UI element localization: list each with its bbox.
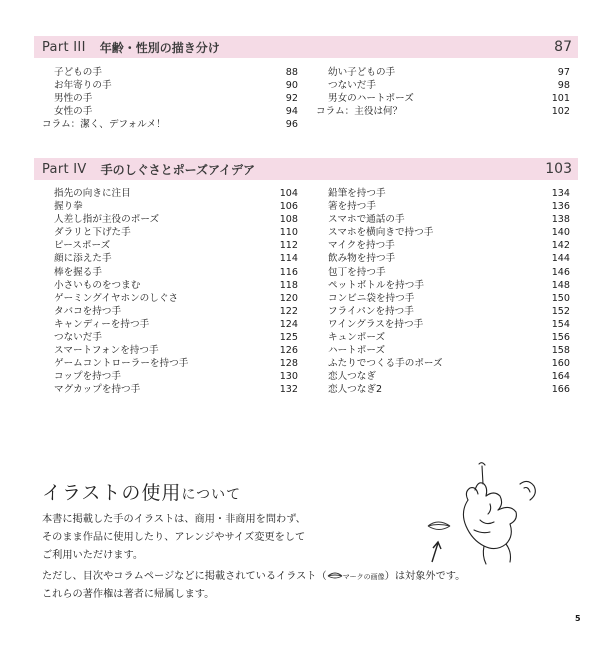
toc-entry bbox=[316, 79, 570, 92]
toc-entry-page: 94 bbox=[285, 106, 298, 118]
toc-entry-page: 114 bbox=[279, 253, 298, 265]
toc-entry-page: 126 bbox=[279, 345, 298, 357]
toc-entry-page: 125 bbox=[279, 332, 298, 344]
toc-entry bbox=[328, 266, 570, 279]
toc-entry-page: 118 bbox=[279, 279, 298, 291]
toc-entry-title: つないだ手 bbox=[328, 80, 376, 92]
toc-entry-page: 90 bbox=[285, 80, 298, 92]
toc-entry bbox=[328, 200, 570, 213]
toc-entry-title: ふたりでつくる手のポーズ bbox=[328, 358, 443, 370]
part-title: 年齢・性別の描き分け bbox=[99, 40, 220, 55]
note-line-2: そのまま作品に使用したり、アレンジやサイズ変更をして bbox=[42, 532, 306, 543]
note-line-5: これらの著作権は著者に帰属します。 bbox=[42, 589, 215, 600]
toc-entry-title: コップを持つ手 bbox=[54, 371, 121, 383]
part-page-number: 87 bbox=[554, 39, 572, 55]
toc-entry-title: ハートポーズ bbox=[328, 345, 386, 357]
toc-entry bbox=[54, 370, 298, 383]
page-number: 5 bbox=[575, 614, 581, 623]
toc-entry bbox=[316, 105, 570, 118]
toc-entry-page: 130 bbox=[279, 371, 298, 383]
toc-entry bbox=[328, 318, 570, 331]
toc-entry-page: 112 bbox=[279, 240, 298, 252]
toc-entry bbox=[54, 305, 298, 318]
toc-entry-page: 164 bbox=[551, 371, 570, 383]
toc-entry-title: 握り拳 bbox=[54, 201, 83, 213]
toc-entry bbox=[54, 318, 298, 331]
toc-entry-page: 136 bbox=[551, 201, 570, 213]
part-title: 手のしぐさとポーズアイデア bbox=[100, 162, 255, 177]
toc-entry bbox=[54, 344, 298, 357]
toc-entry-title: 顔に添えた手 bbox=[54, 253, 112, 265]
mark-icon bbox=[327, 571, 343, 582]
toc-entry-page: 104 bbox=[279, 188, 298, 199]
toc-entry-title: キュンポーズ bbox=[328, 332, 386, 344]
toc-entry-title: 恋人つなぎ2 bbox=[328, 384, 383, 396]
toc-entry-page: 120 bbox=[279, 292, 298, 304]
toc-entry bbox=[42, 66, 298, 79]
toc-entry-page: 96 bbox=[285, 119, 298, 131]
toc-entry bbox=[328, 187, 570, 200]
toc-entry-page: 146 bbox=[551, 266, 570, 278]
toc-entry-page: 132 bbox=[279, 384, 298, 396]
toc-entry-page: 106 bbox=[279, 201, 298, 213]
toc-entry-page: 154 bbox=[551, 318, 570, 330]
toc-entry-title: ペットボトルを持つ手 bbox=[328, 279, 424, 291]
toc-entry bbox=[54, 383, 298, 396]
toc-entry bbox=[328, 226, 570, 239]
toc-entry-title: 小さいものをつまむ bbox=[54, 279, 141, 291]
toc-entry-page: 122 bbox=[279, 305, 298, 317]
toc-entry bbox=[54, 292, 298, 305]
toc-entry bbox=[54, 200, 298, 213]
toc-entry-page: 134 bbox=[551, 188, 570, 199]
toc-entry-title: 棒を握る手 bbox=[54, 266, 102, 278]
note-line-4-after: ）は対象外です。 bbox=[384, 571, 466, 582]
toc-entry-title: マグカップを持つ手 bbox=[54, 384, 141, 396]
toc-entry bbox=[54, 226, 298, 239]
toc-entry bbox=[42, 92, 298, 105]
toc-entry-title: 女性の手 bbox=[54, 106, 93, 118]
toc-entry bbox=[328, 357, 570, 370]
hand-illustration bbox=[420, 460, 570, 570]
toc-entry-title: コラム：主役は何？ bbox=[316, 106, 403, 118]
note-line-1: 本書に掲載した手のイラストは、商用・非商用を問わず、 bbox=[42, 514, 306, 525]
toc-entry-title: 子どもの手 bbox=[54, 67, 102, 78]
toc-entry-title: 男性の手 bbox=[54, 93, 93, 105]
part-page-number: 103 bbox=[545, 161, 572, 177]
toc-entry-page: 140 bbox=[551, 227, 570, 239]
toc-entry-title: お年寄りの手 bbox=[54, 80, 112, 92]
toc-entry bbox=[328, 383, 570, 396]
toc-entry-page: 108 bbox=[279, 214, 298, 226]
toc-entry-page: 92 bbox=[285, 93, 298, 105]
toc-entry bbox=[42, 79, 298, 92]
toc-entry-title: 鉛筆を持つ手 bbox=[328, 188, 386, 199]
toc-entry bbox=[54, 357, 298, 370]
toc-entry bbox=[316, 66, 570, 79]
note-heading-main: イラストの使用 bbox=[42, 482, 182, 504]
toc-entry bbox=[328, 331, 570, 344]
toc-entry-page: 158 bbox=[551, 345, 570, 357]
toc-entry-page: 166 bbox=[551, 384, 570, 396]
toc-entry-page: 148 bbox=[551, 279, 570, 291]
note-heading-tail: について bbox=[181, 487, 242, 503]
hand-drawing bbox=[463, 463, 535, 564]
note-line-4-small: マークの画像 bbox=[342, 573, 385, 581]
toc-entry-title: タバコを持つ手 bbox=[54, 305, 122, 317]
toc-entry bbox=[54, 279, 298, 292]
part-label: Part III bbox=[42, 39, 86, 55]
toc-entry bbox=[328, 292, 570, 305]
toc-entry-title: スマートフォンを持つ手 bbox=[54, 345, 159, 357]
toc-entry-title: 飲み物を持つ手 bbox=[328, 253, 396, 265]
note-line-4 bbox=[42, 570, 465, 584]
toc-entry bbox=[328, 213, 570, 226]
toc-entry-title: 幼い子どもの手 bbox=[328, 67, 396, 78]
toc-entry-title: スマホを横向きで持つ手 bbox=[328, 227, 434, 239]
toc-entry bbox=[42, 105, 298, 118]
toc-entry-page: 88 bbox=[285, 67, 298, 78]
toc-entry bbox=[316, 92, 570, 105]
toc-entry-page: 97 bbox=[557, 67, 570, 78]
toc-entry-title: マイクを持つ手 bbox=[328, 240, 395, 252]
toc-entry bbox=[328, 252, 570, 265]
toc-column-left bbox=[42, 66, 298, 131]
toc-column-right bbox=[316, 66, 570, 118]
toc-entry-title: スマホで通話の手 bbox=[328, 214, 405, 226]
toc-entry-page: 152 bbox=[551, 305, 570, 317]
toc-entry-title: ピースポーズ bbox=[54, 240, 111, 252]
toc-entry bbox=[54, 252, 298, 265]
toc-entry bbox=[54, 266, 298, 279]
toc-column-left bbox=[54, 187, 298, 397]
toc-entry-title: つないだ手 bbox=[54, 332, 102, 344]
toc-entry-page: 128 bbox=[279, 358, 298, 370]
toc-entry bbox=[328, 305, 570, 318]
toc-entry-title: コンビニ袋を持つ手 bbox=[328, 292, 415, 304]
toc-entry-page: 102 bbox=[551, 106, 570, 118]
toc-entry-page: 101 bbox=[551, 93, 570, 105]
toc-entry bbox=[54, 331, 298, 344]
toc-entry-title: コラム：潔く、デフォルメ！ bbox=[42, 119, 166, 131]
toc-entry bbox=[328, 344, 570, 357]
toc-entry-page: 138 bbox=[551, 214, 570, 226]
toc-entry bbox=[54, 239, 298, 252]
toc-entry-page: 160 bbox=[551, 358, 570, 370]
note-heading bbox=[42, 478, 241, 505]
toc-entry-title: 人差し指が主役のポーズ bbox=[54, 214, 160, 226]
toc-column-right bbox=[328, 187, 570, 397]
toc-entry-title: ワイングラスを持つ手 bbox=[328, 318, 424, 330]
toc-entry-title: 指先の向きに注目 bbox=[54, 188, 131, 199]
arrow-icon bbox=[432, 542, 441, 562]
toc-entry-title: 箸を持つ手 bbox=[328, 201, 376, 213]
toc-entry bbox=[54, 213, 298, 226]
note-line-3: ご利用いただけます。 bbox=[42, 550, 144, 561]
toc-entry bbox=[328, 279, 570, 292]
note-line-4-before: ただし、目次やコラムページなどに掲載されているイラスト（ bbox=[42, 571, 327, 582]
toc-entry-title: 恋人つなぎ bbox=[328, 371, 376, 383]
toc-entry-page: 110 bbox=[279, 227, 298, 239]
toc-entry bbox=[328, 370, 570, 383]
toc-entry-title: ゲームコントローラーを持つ手 bbox=[54, 358, 189, 370]
toc-entry-page: 116 bbox=[279, 266, 298, 278]
toc-entry-title: フライパンを持つ手 bbox=[328, 305, 414, 317]
mark-icon bbox=[428, 522, 450, 530]
toc-entry-title: ダラリと下げた手 bbox=[54, 227, 131, 239]
toc-entry-page: 142 bbox=[551, 240, 570, 252]
toc-entry-page: 98 bbox=[557, 80, 570, 92]
part-label: Part IV bbox=[42, 161, 87, 177]
section-header-part-iv bbox=[34, 158, 578, 180]
toc-entry-title: 男女のハートポーズ bbox=[328, 93, 414, 105]
toc-entry-page: 124 bbox=[279, 318, 298, 330]
toc-entry-title: キャンディーを持つ手 bbox=[54, 318, 150, 330]
toc-entry-page: 156 bbox=[551, 332, 570, 344]
toc-entry-page: 144 bbox=[551, 253, 570, 265]
toc-entry-title: 包丁を持つ手 bbox=[328, 266, 386, 278]
toc-entry-page: 150 bbox=[551, 292, 570, 304]
toc-entry bbox=[54, 187, 298, 200]
toc-entry bbox=[42, 118, 298, 131]
toc-entry bbox=[328, 239, 570, 252]
toc-entry-title: ゲーミングイヤホンのしぐさ bbox=[54, 292, 179, 304]
section-header-part-iii bbox=[34, 36, 578, 58]
